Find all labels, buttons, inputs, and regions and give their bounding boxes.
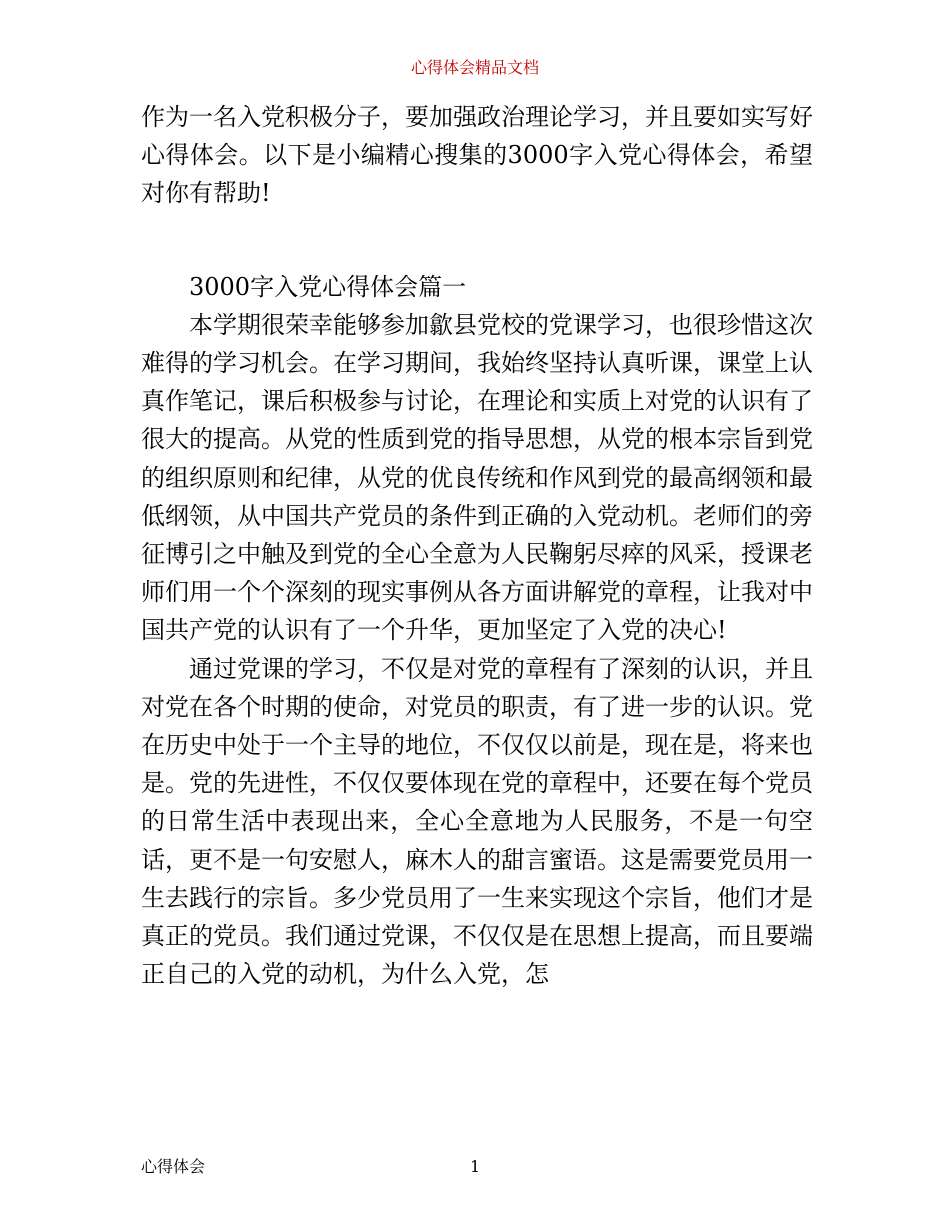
intro-paragraph: 作为一名入党积极分子，要加强政治理论学习，并且要如实写好心得体会。以下是小编精心搜集的3000字入党心得体会，希望对你有帮助! (141, 103, 813, 208)
body-paragraph-2: 通过党课的学习，不仅是对党的章程有了深刻的认识，并且对党在各个时期的使命，对党员的职责，有了进一步的认识。党在历史中处于一个主导的地位，不仅仅以前是，现在是，将来也是。党的先进性，不仅仅要体现在党的章程中，还要在每个党员的日常生活中表现出来，全心全意地为人民服务，不是一句空话，更不是一句安慰人，麻木人的甜言蜜语。这是需要党员用一生去践行的宗旨。多少党员用了一生来实现这个宗旨，他们才是真正的党员。我们通过党课，不仅仅是在思想上提高，而且要端正自己的入党的动机，为什么入党，怎 (141, 654, 813, 989)
page-header-title: 心得体会精品文档 (410, 58, 539, 77)
document-body (141, 98, 813, 993)
page-number: 1 (470, 1157, 481, 1176)
page-footer (141, 1156, 813, 1178)
section-title: 3000字入党心得体会篇一 (189, 272, 467, 301)
footer-label: 心得体会 (141, 1157, 206, 1176)
paragraph-spacer (141, 213, 813, 268)
body-paragraph-1: 本学期很荣幸能够参加歙县党校的党课学习，也很珍惜这次难得的学习机会。在学习期间，我始终坚持认真听课，课堂上认真作笔记，课后积极参与讨论，在理论和实质上对党的认识有了很大的提高。从党的性质到党的指导思想，从党的根本宗旨到党的组织原则和纪律，从党的优良传统和作风到党的最高纲领和最低纲领，从中国共产党员的条件到正确的入党动机。老师们的旁征博引之中触及到党的全心全意为人民鞠躬尽瘁的风采，授课老师们用一个个深刻的现实事例从各方面讲解党的章程，让我对中国共产党的认识有了一个升华，更加坚定了入党的决心! (141, 310, 813, 645)
